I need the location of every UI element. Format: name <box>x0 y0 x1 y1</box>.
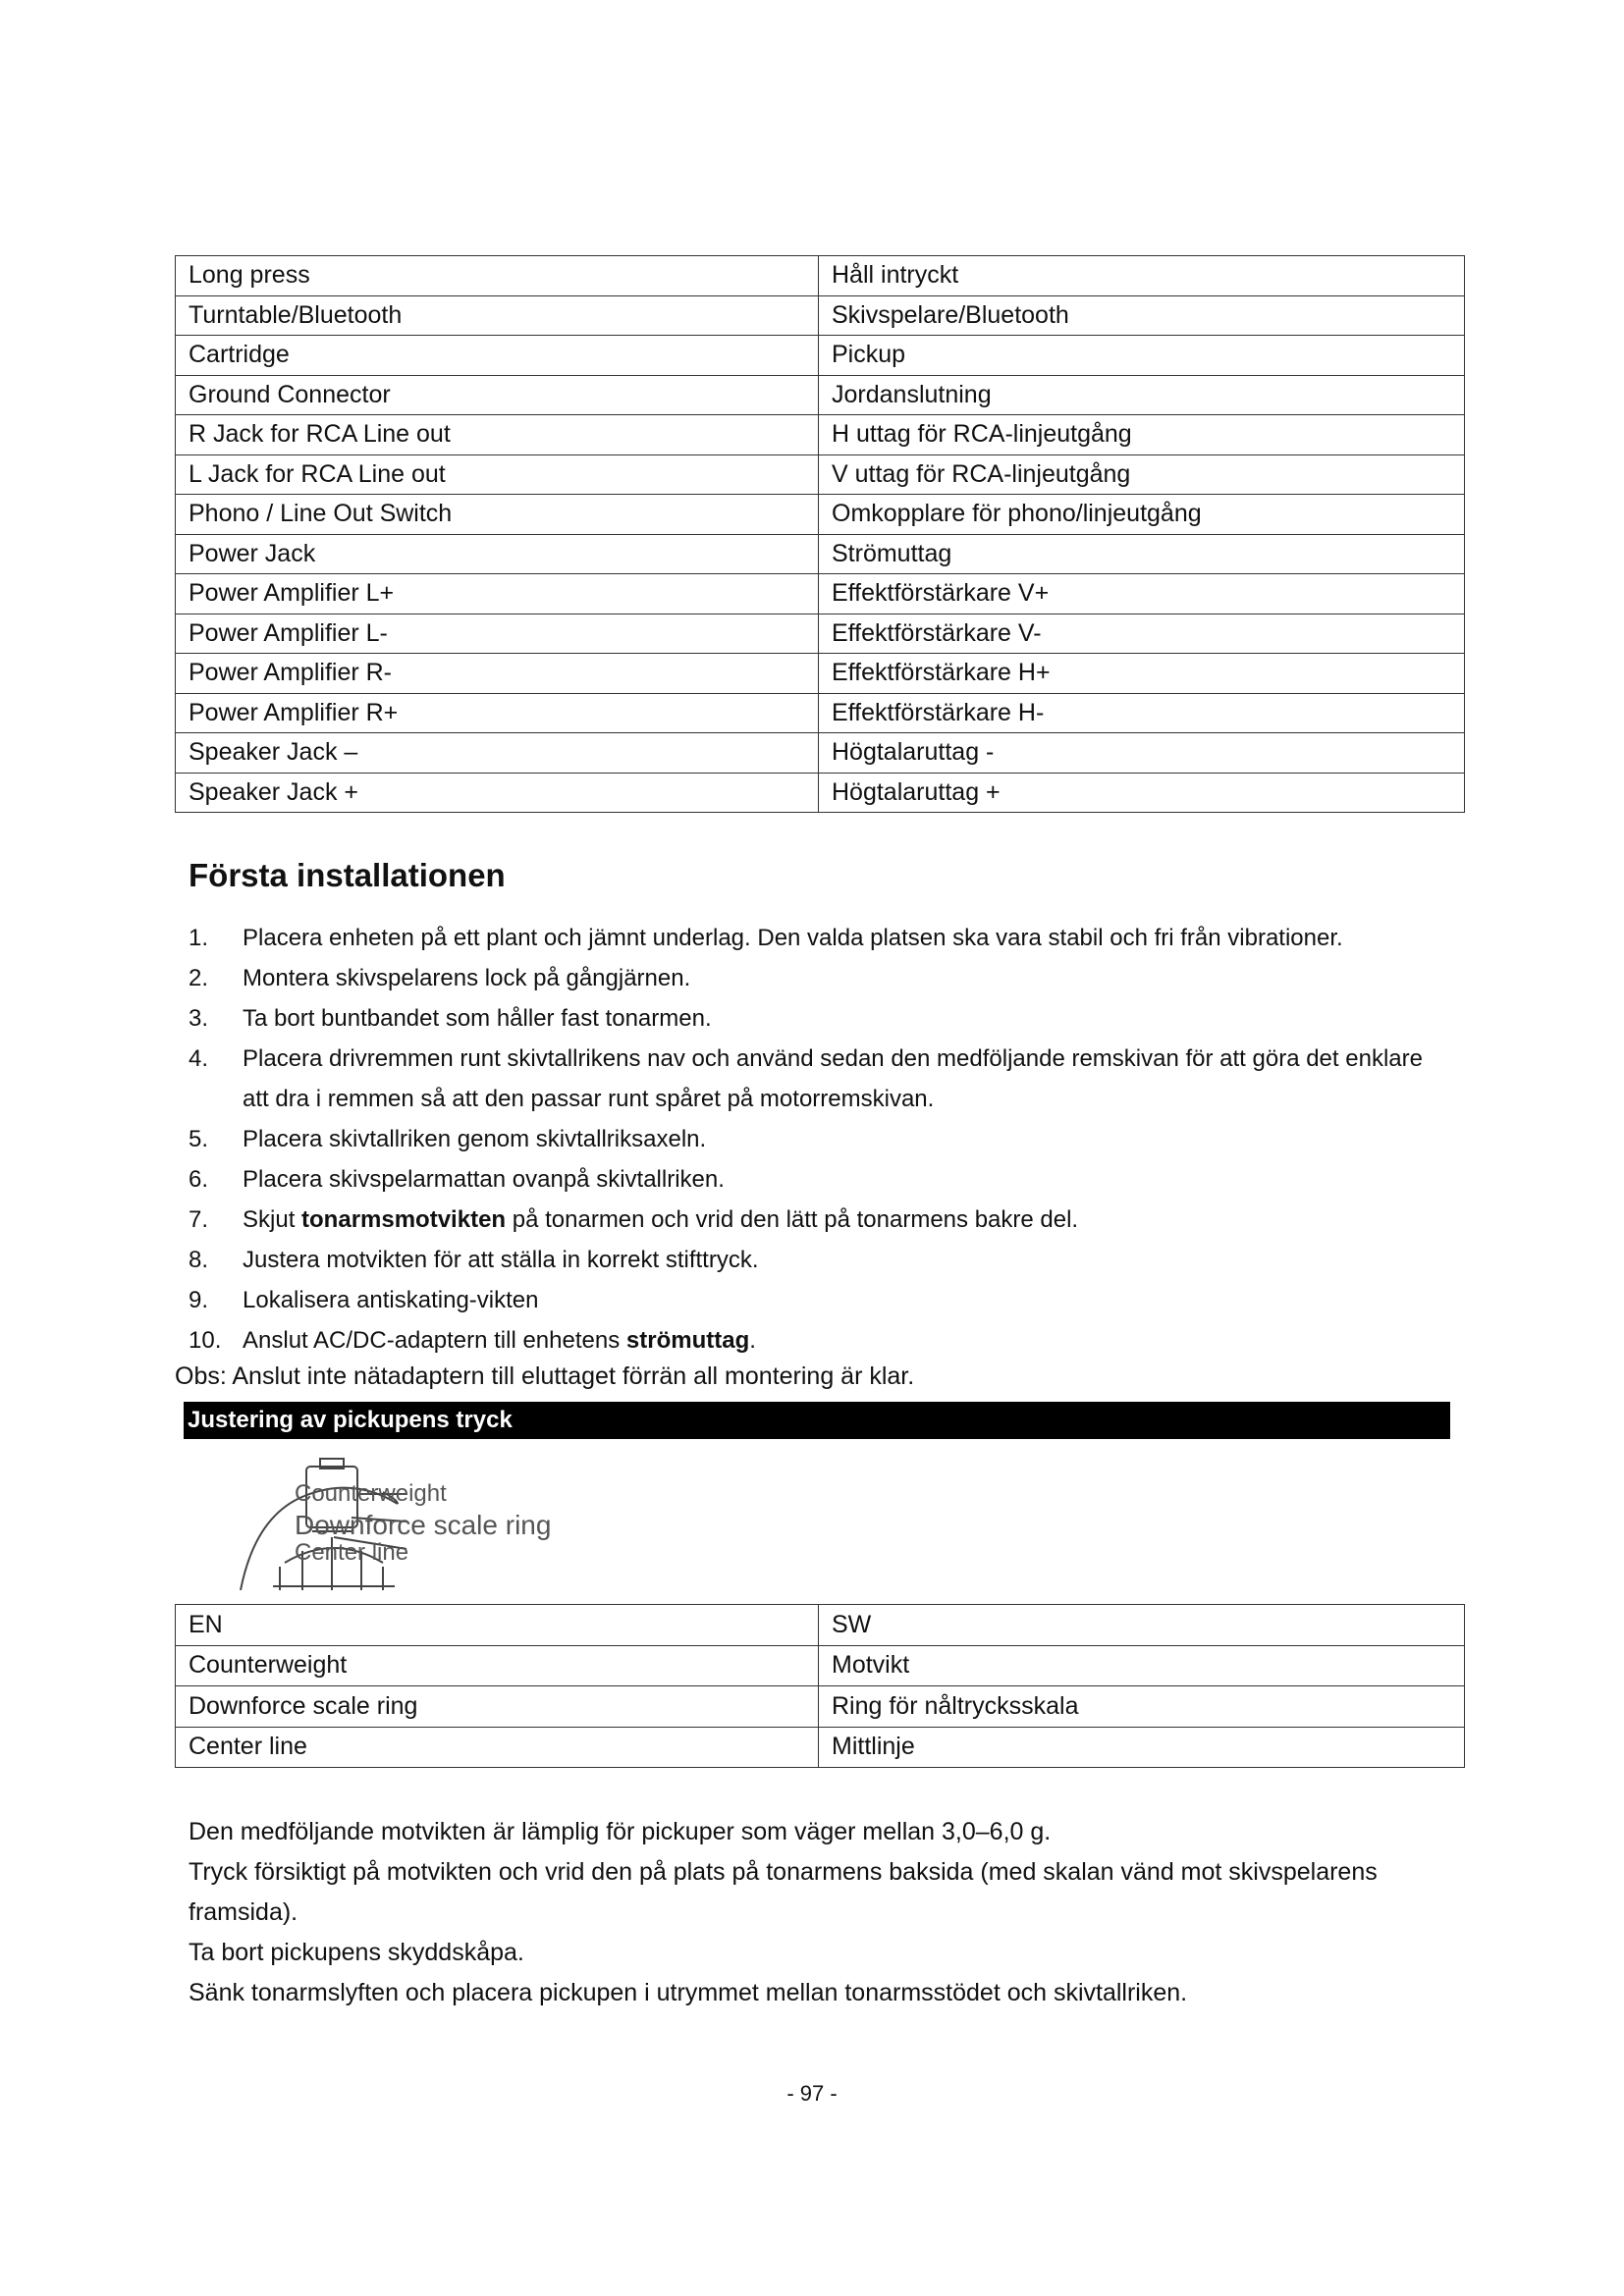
table-cell-sw: Effektförstärkare V+ <box>819 574 1465 614</box>
table-cell-en: Center line <box>176 1727 819 1768</box>
step-bold-term: tonarmsmotvikten <box>301 1206 507 1233</box>
table-row <box>176 495 1465 535</box>
step-number: 6. <box>189 1166 209 1193</box>
subsection-title-bar: Justering av pickupens tryck <box>184 1402 1450 1439</box>
table-cell-en: Power Amplifier L+ <box>176 574 819 614</box>
step-text: Anslut AC/DC-adaptern till enhetens <box>243 1327 626 1354</box>
list-item <box>189 1320 1455 1361</box>
table-cell-sw: Ring för nåltrycksskala <box>819 1686 1465 1728</box>
step-number: 7. <box>189 1206 209 1233</box>
table-cell-en: R Jack for RCA Line out <box>176 415 819 455</box>
list-item <box>189 958 1455 998</box>
table-cell-sw: Högtalaruttag + <box>819 773 1465 813</box>
section-title: Första installationen <box>189 857 506 893</box>
paragraph: Tryck försiktigt på motvikten och vrid den på plats på tonarmens baksida (med skalan vänd mot skivspelarens framsida). <box>189 1858 1378 1926</box>
step-text-after: . <box>749 1327 756 1354</box>
table-cell-en: Counterweight <box>176 1645 819 1686</box>
body-text <box>189 1812 1455 2013</box>
list-item <box>189 1119 1455 1159</box>
table-header-row <box>176 1605 1465 1646</box>
table-cell-sw: H uttag för RCA-linjeutgång <box>819 415 1465 455</box>
table-cell-en: L Jack for RCA Line out <box>176 454 819 495</box>
step-text: Lokalisera antiskating-vikten <box>243 1287 539 1313</box>
table-cell-sw: Motvikt <box>819 1645 1465 1686</box>
table-row <box>176 415 1465 455</box>
step-number: 2. <box>189 965 209 991</box>
table-cell-sw: Effektförstärkare V- <box>819 614 1465 654</box>
table-cell-sw: Jordanslutning <box>819 375 1465 415</box>
table-cell-sw: Omkopplare för phono/linjeutgång <box>819 495 1465 535</box>
list-item <box>189 1280 1455 1320</box>
list-item <box>189 1039 1455 1119</box>
step-number: 8. <box>189 1247 209 1273</box>
step-text: Justera motvikten för att ställa in korrekt stifttryck. <box>243 1247 759 1273</box>
paragraph: Den medföljande motvikten är lämplig för pickuper som väger mellan 3,0–6,0 g. <box>189 1818 1052 1845</box>
step-text: Placera skivspelarmattan ovanpå skivtallriken. <box>243 1166 725 1193</box>
table-row <box>176 1645 1465 1686</box>
list-item <box>189 1159 1455 1200</box>
table-row <box>176 733 1465 774</box>
table-row <box>176 693 1465 733</box>
table-row <box>176 295 1465 336</box>
table-cell-en: Power Amplifier R+ <box>176 693 819 733</box>
table-cell-en: Power Amplifier L- <box>176 614 819 654</box>
step-text: Montera skivspelarens lock på gångjärnen. <box>243 965 691 991</box>
table-cell-sw: Strömuttag <box>819 534 1465 574</box>
label-counterweight: Counterweight <box>295 1480 447 1507</box>
terms-table <box>175 255 1465 813</box>
table-cell-en: Power Amplifier R- <box>176 654 819 694</box>
page-number: - 97 - <box>786 2081 838 2106</box>
table-row <box>176 773 1465 813</box>
terms-table-body <box>176 256 1465 813</box>
step-number: 3. <box>189 1005 209 1032</box>
table-row <box>176 614 1465 654</box>
table-cell-sw: Pickup <box>819 336 1465 376</box>
counterweight-diagram <box>226 1457 736 1590</box>
list-item <box>189 1200 1455 1240</box>
step-number: 5. <box>189 1126 209 1152</box>
table-cell-sw: Högtalaruttag - <box>819 733 1465 774</box>
table-cell-sw: V uttag för RCA-linjeutgång <box>819 454 1465 495</box>
table-cell-sw: Effektförstärkare H+ <box>819 654 1465 694</box>
step-text: Ta bort buntbandet som håller fast tonarmen. <box>243 1005 712 1032</box>
step-text: Placera enheten på ett plant och jämnt underlag. Den valda platsen ska vara stabil och fri från vibrationer. <box>243 925 1343 951</box>
table-cell-en: Cartridge <box>176 336 819 376</box>
table-cell-en: Power Jack <box>176 534 819 574</box>
table-row <box>176 375 1465 415</box>
paragraph: Sänk tonarmslyften och placera pickupen i utrymmet mellan tonarmsstödet och skivtallriken. <box>189 1979 1188 2006</box>
installation-steps <box>189 918 1455 1361</box>
note-text: Obs: Anslut inte nätadaptern till eluttaget förrän all montering är klar. <box>175 1362 915 1390</box>
header-cell-sw: SW <box>819 1605 1465 1646</box>
step-number: 10. <box>189 1327 222 1354</box>
step-number: 9. <box>189 1287 209 1313</box>
list-item <box>189 998 1455 1039</box>
table-row <box>176 534 1465 574</box>
table-row <box>176 336 1465 376</box>
table-cell-en: Long press <box>176 256 819 296</box>
step-number: 4. <box>189 1045 209 1072</box>
table-row <box>176 1727 1465 1768</box>
parts-table <box>175 1604 1465 1768</box>
paragraph: Ta bort pickupens skyddskåpa. <box>189 1939 524 1966</box>
step-text-after: på tonarmen och vrid den lätt på tonarmens bakre del. <box>506 1206 1079 1233</box>
table-cell-en: Turntable/Bluetooth <box>176 295 819 336</box>
step-text: Skjut <box>243 1206 302 1233</box>
list-item <box>189 1240 1455 1280</box>
table-row <box>176 454 1465 495</box>
table-cell-en: Speaker Jack + <box>176 773 819 813</box>
table-cell-en: Ground Connector <box>176 375 819 415</box>
table-cell-en: Phono / Line Out Switch <box>176 495 819 535</box>
table-cell-sw: Mittlinje <box>819 1727 1465 1768</box>
step-text: Placera drivremmen runt skivtallrikens nav och använd sedan den medföljande remskivan för att göra det enklare att dra i remmen så att den passar runt spåret på motorremskivan. <box>243 1045 1423 1112</box>
table-row <box>176 574 1465 614</box>
list-item <box>189 918 1455 958</box>
label-downforce: Downforce scale ring <box>295 1510 552 1540</box>
table-cell-en: Speaker Jack – <box>176 733 819 774</box>
table-cell-sw: Håll intryckt <box>819 256 1465 296</box>
parts-table-body <box>176 1605 1465 1768</box>
table-cell-en: Downforce scale ring <box>176 1686 819 1728</box>
table-row <box>176 1686 1465 1728</box>
label-center-line: Center line <box>295 1539 409 1566</box>
header-cell-en: EN <box>176 1605 819 1646</box>
step-text: Placera skivtallriken genom skivtallriksaxeln. <box>243 1126 707 1152</box>
table-row <box>176 256 1465 296</box>
step-number: 1. <box>189 925 209 951</box>
table-row <box>176 654 1465 694</box>
step-bold-term: strömuttag <box>625 1327 750 1354</box>
table-cell-sw: Effektförstärkare H- <box>819 693 1465 733</box>
table-cell-sw: Skivspelare/Bluetooth <box>819 295 1465 336</box>
